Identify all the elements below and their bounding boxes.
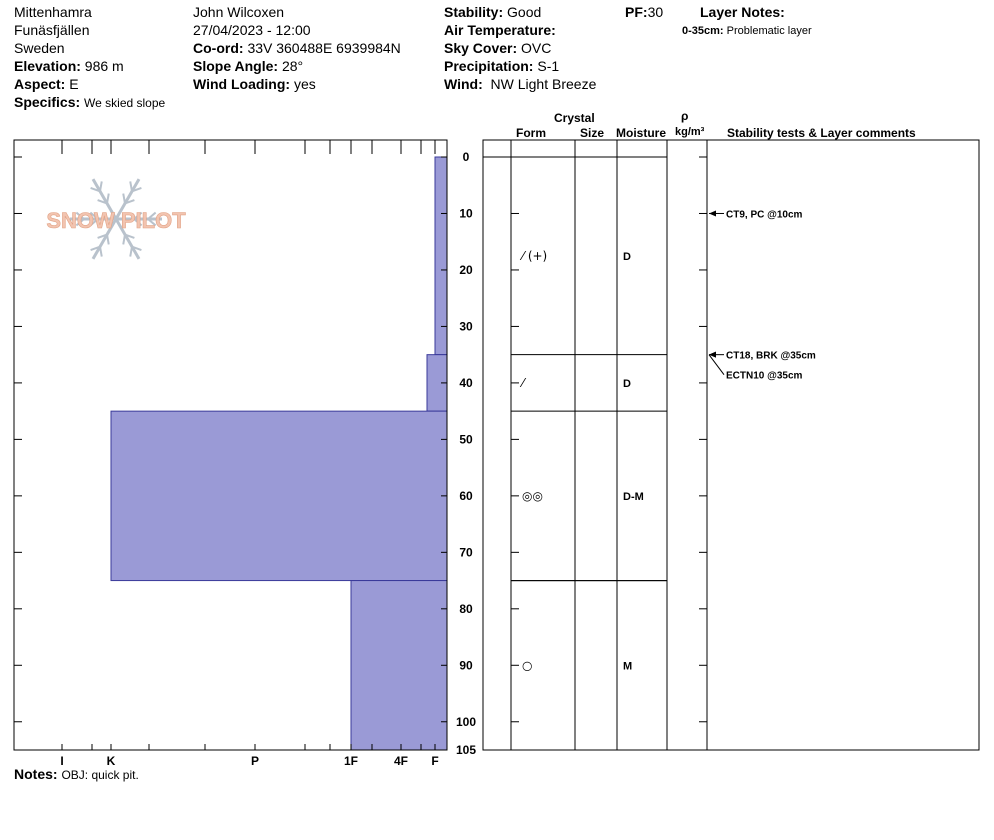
wind-loading-value: yes bbox=[293, 76, 316, 92]
snowflake-branch bbox=[100, 247, 102, 257]
pf-label: PF: bbox=[625, 4, 648, 20]
layer-note-text: Problematic layer bbox=[726, 25, 812, 37]
depth-label: 20 bbox=[459, 262, 473, 277]
snowflake-branch bbox=[130, 181, 132, 191]
moisture-value: D bbox=[623, 250, 631, 263]
stability-test-label: CT9, PC @10cm bbox=[726, 209, 803, 221]
layer-notes-label: Layer Notes: bbox=[700, 4, 785, 20]
location-name: Mittenhamra bbox=[14, 4, 92, 20]
depth-label: 60 bbox=[459, 488, 473, 503]
location-country: Sweden bbox=[14, 40, 65, 56]
notes-label: Notes: bbox=[14, 766, 58, 782]
depth-label: 0 bbox=[462, 150, 470, 164]
snowflake-branch bbox=[107, 194, 109, 204]
form-header: Form bbox=[516, 126, 546, 140]
coord-label: Co-ord: bbox=[193, 40, 244, 56]
snowpilot-logo bbox=[46, 179, 186, 259]
moisture-value: D-M bbox=[623, 490, 644, 503]
notes-value: OBJ: quick pit. bbox=[61, 768, 139, 782]
aspect-label: Aspect: bbox=[14, 76, 66, 92]
hardness-label: K bbox=[106, 754, 116, 768]
moisture-header: Moisture bbox=[616, 126, 667, 140]
wind-loading-label: Wind Loading: bbox=[193, 76, 291, 92]
depth-label: 100 bbox=[455, 714, 477, 729]
depth-label: 105 bbox=[455, 743, 477, 757]
location-area: Funäsfjällen bbox=[14, 22, 90, 38]
hardness-layer-bar bbox=[351, 581, 447, 750]
depth-label: 40 bbox=[459, 375, 473, 390]
snowflake-branch bbox=[100, 181, 102, 191]
stability-comments-header: Stability tests & Layer comments bbox=[727, 126, 916, 140]
moisture-value: D bbox=[623, 377, 631, 390]
layer-table-frame bbox=[483, 140, 979, 750]
depth-label: 90 bbox=[459, 658, 473, 673]
depth-label: 50 bbox=[459, 432, 473, 447]
depth-label: 10 bbox=[459, 206, 473, 221]
air-temp-label: Air Temperature: bbox=[444, 22, 556, 38]
crystal-form-symbol: ◎◎ bbox=[522, 488, 543, 503]
specifics-value: We skied slope bbox=[84, 96, 166, 110]
hardness-label: F bbox=[431, 754, 439, 768]
specifics-label: Specifics: bbox=[14, 94, 81, 110]
depth-label: 80 bbox=[459, 601, 473, 616]
snowflake-branch bbox=[123, 194, 125, 204]
stability-test-arrow bbox=[709, 355, 724, 375]
slope-label: Slope Angle: bbox=[193, 58, 279, 74]
crystal-form-symbol: ⁄ (+) bbox=[522, 248, 548, 263]
depth-label: 30 bbox=[459, 319, 473, 334]
observation-datetime: 27/04/2023 - 12:00 bbox=[193, 22, 311, 38]
layer-note-range: 0-35cm: bbox=[682, 25, 724, 37]
precip-label: Precipitation: bbox=[444, 58, 534, 74]
depth-label: 70 bbox=[459, 545, 473, 560]
stability-test-arrowhead bbox=[709, 210, 716, 216]
stability-value: Good bbox=[507, 4, 542, 20]
snowpilot-logo-text: SNOW PILOT bbox=[46, 208, 186, 233]
sky-value: OVC bbox=[521, 40, 552, 56]
hardness-label: 1F bbox=[343, 754, 359, 768]
snowflake-branch bbox=[107, 235, 109, 245]
hardness-label: I bbox=[60, 754, 64, 768]
crystal-form-symbol: ○ bbox=[522, 658, 533, 673]
snowflake-branch bbox=[130, 247, 132, 257]
sky-label: Sky Cover: bbox=[444, 40, 518, 56]
notes-row bbox=[14, 765, 139, 784]
density-unit-header: kg/m³ bbox=[675, 126, 705, 138]
rho-header: ρ bbox=[681, 109, 689, 123]
stability-test-label: ECTN10 @35cm bbox=[726, 370, 803, 382]
crystal-form-symbol: ⁄ bbox=[522, 375, 525, 390]
hardness-label: 4F bbox=[393, 754, 409, 768]
aspect-value: E bbox=[69, 76, 79, 92]
elevation-value: 986 m bbox=[84, 58, 124, 74]
elevation-label: Elevation: bbox=[14, 58, 81, 74]
coord-value: 33V 360488E 6939984N bbox=[247, 40, 401, 56]
wind-value: NW Light Breeze bbox=[490, 76, 597, 92]
precip-value: S-1 bbox=[537, 58, 560, 74]
snowflake-branch bbox=[123, 235, 125, 245]
stability-test-label: CT18, BRK @35cm bbox=[726, 350, 816, 362]
hardness-layer-bar bbox=[435, 157, 447, 355]
hardness-layer-bar bbox=[111, 411, 447, 580]
stability-label: Stability: bbox=[444, 4, 504, 20]
pf-value: 30 bbox=[647, 4, 664, 20]
crystal-header: Crystal bbox=[554, 111, 595, 125]
observer-name: John Wilcoxen bbox=[193, 4, 285, 20]
hardness-label: P bbox=[250, 754, 260, 768]
size-header: Size bbox=[580, 126, 605, 140]
slope-value: 28° bbox=[281, 58, 304, 74]
wind-label: Wind: bbox=[444, 76, 483, 92]
moisture-value: M bbox=[623, 660, 633, 673]
